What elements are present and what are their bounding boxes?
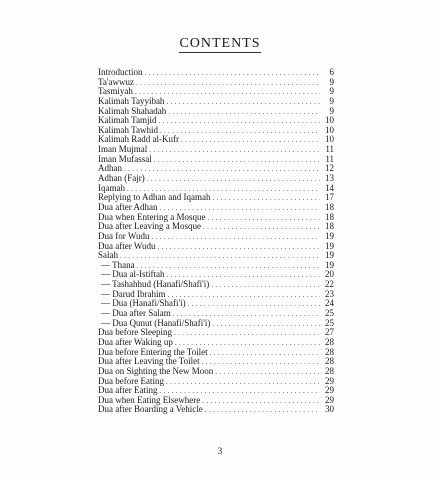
toc-entry-page: 18 bbox=[325, 221, 334, 232]
toc-entry-label: Dua when Eating Elsewhere bbox=[98, 394, 201, 405]
contents-heading: CONTENTS bbox=[179, 36, 261, 51]
toc-entry-label: Kalimah Shahadah bbox=[98, 105, 167, 116]
toc-entry-label: — Dua al-Istiftah bbox=[101, 269, 165, 280]
toc-entry-page: 10 bbox=[325, 124, 334, 135]
toc-entry-page: 24 bbox=[325, 298, 334, 309]
toc-entry bbox=[98, 242, 334, 252]
toc-entry-label: Kalimah Tamjid bbox=[98, 115, 157, 126]
toc-entry-page: 19 bbox=[325, 230, 334, 241]
toc-entry-label: Dua before Sleeping bbox=[98, 327, 172, 338]
toc-entry-label: — Tashahhud (Hanafi/Shafi'i) bbox=[101, 279, 210, 290]
toc-entry-label: Dua before Eating bbox=[98, 375, 164, 386]
toc-entry-label: Iman Mufassal bbox=[98, 153, 152, 164]
toc-entry-label: Dua after Leaving the Toilet bbox=[98, 356, 200, 367]
toc-entry bbox=[98, 405, 334, 415]
toc-entry-page: 29 bbox=[325, 375, 334, 386]
toc-entry-page: 20 bbox=[325, 269, 334, 280]
toc-entry-label: Dua after Eating bbox=[98, 385, 158, 396]
toc-entry-label: — Dua Qunut (Hanafi/Shafi'i) bbox=[101, 317, 211, 328]
toc-entry-page: 10 bbox=[325, 115, 334, 126]
toc-entry-label: Iqamah bbox=[98, 182, 125, 193]
toc-entry-label: — Dua after Salam bbox=[101, 308, 171, 319]
toc-leader-dots bbox=[205, 405, 320, 416]
toc-entry bbox=[98, 155, 334, 165]
toc-entry-label: Dua after Adhan bbox=[98, 201, 158, 212]
toc-entry-page: 29 bbox=[325, 394, 334, 405]
toc-entry-label: Dua after Wudu bbox=[98, 240, 156, 251]
toc-entry-label: Dua on Sighting the New Moon bbox=[98, 365, 214, 376]
toc-entry-page: 28 bbox=[325, 365, 334, 376]
toc-entry-label: Dua after Boarding a Vehicle bbox=[98, 404, 203, 415]
toc-entry-page: 23 bbox=[325, 288, 334, 299]
toc-entry-label: Kalimah Tawhid bbox=[98, 124, 158, 135]
toc-entry-label: Salah bbox=[98, 250, 118, 261]
toc-entry-page: 22 bbox=[325, 279, 334, 290]
toc-entry-page: 30 bbox=[325, 404, 334, 415]
toc-entry-page: 19 bbox=[325, 250, 334, 261]
toc-entry-label: Ta'awwuz bbox=[98, 76, 134, 87]
toc-entry-page: 29 bbox=[325, 385, 334, 396]
toc-entry bbox=[98, 174, 334, 184]
toc-entry-page: 9 bbox=[329, 95, 334, 106]
toc-entry-label: Introduction bbox=[98, 67, 143, 77]
toc-entry-label: Dua before Entering the Toilet bbox=[98, 346, 208, 357]
toc-entry-label: Kalimah Tayyibah bbox=[98, 95, 165, 106]
toc-entry-page: 19 bbox=[325, 240, 334, 251]
toc-entry-label: Iman Mujmal bbox=[98, 144, 148, 155]
toc-entry-page: 28 bbox=[325, 346, 334, 357]
toc-entry-label: Tasmiyah bbox=[98, 86, 133, 97]
toc-entry-page: 27 bbox=[325, 327, 334, 338]
toc-entry-page: 17 bbox=[325, 192, 334, 203]
toc-entry-page: 18 bbox=[325, 201, 334, 212]
toc-entry-page: 28 bbox=[325, 336, 334, 347]
toc-entry-label: Replying to Adhan and Iqamah bbox=[98, 192, 211, 203]
toc-entry-label: Adhan bbox=[98, 163, 122, 174]
toc-entry-label: Dua after Waking up bbox=[98, 336, 173, 347]
toc-entry-label: Dua when Entering a Mosque bbox=[98, 211, 206, 222]
table-of-contents bbox=[98, 68, 334, 415]
toc-entry-label: — Thana bbox=[101, 259, 135, 270]
toc-entry-page: 25 bbox=[325, 308, 334, 319]
toc-entry-label: — Darud Ibrahim bbox=[101, 288, 166, 299]
page-number: 3 bbox=[217, 446, 223, 456]
toc-entry-page: 6 bbox=[329, 67, 334, 77]
toc-entry-page: 11 bbox=[325, 144, 334, 155]
toc-entry bbox=[98, 78, 334, 88]
toc-entry-page: 28 bbox=[325, 356, 334, 367]
page-title bbox=[0, 36, 440, 52]
toc-entry-label: Adhan (Fajr) bbox=[98, 173, 145, 184]
toc-entry-page: 9 bbox=[329, 105, 334, 116]
toc-entry-page: 10 bbox=[325, 134, 334, 145]
toc-entry-label: Dua after Leaving a Mosque bbox=[98, 221, 201, 232]
toc-entry-label: Dua for Wudu bbox=[98, 230, 150, 241]
toc-entry-page: 9 bbox=[329, 86, 334, 97]
toc-entry-page: 18 bbox=[325, 211, 334, 222]
toc-entry-page: 12 bbox=[325, 163, 334, 174]
toc-entry-page: 13 bbox=[325, 173, 334, 184]
toc-entry-label: Kalimah Radd al-Kufr bbox=[98, 134, 179, 145]
toc-entry-page: 14 bbox=[325, 182, 334, 193]
toc-entry-page: 19 bbox=[325, 259, 334, 270]
toc-entry-page: 25 bbox=[325, 317, 334, 328]
toc-entry-label: — Dua (Hanafi/Shafi'i) bbox=[101, 298, 186, 309]
toc-entry-page: 9 bbox=[329, 76, 334, 87]
toc-entry-page: 11 bbox=[325, 153, 334, 164]
